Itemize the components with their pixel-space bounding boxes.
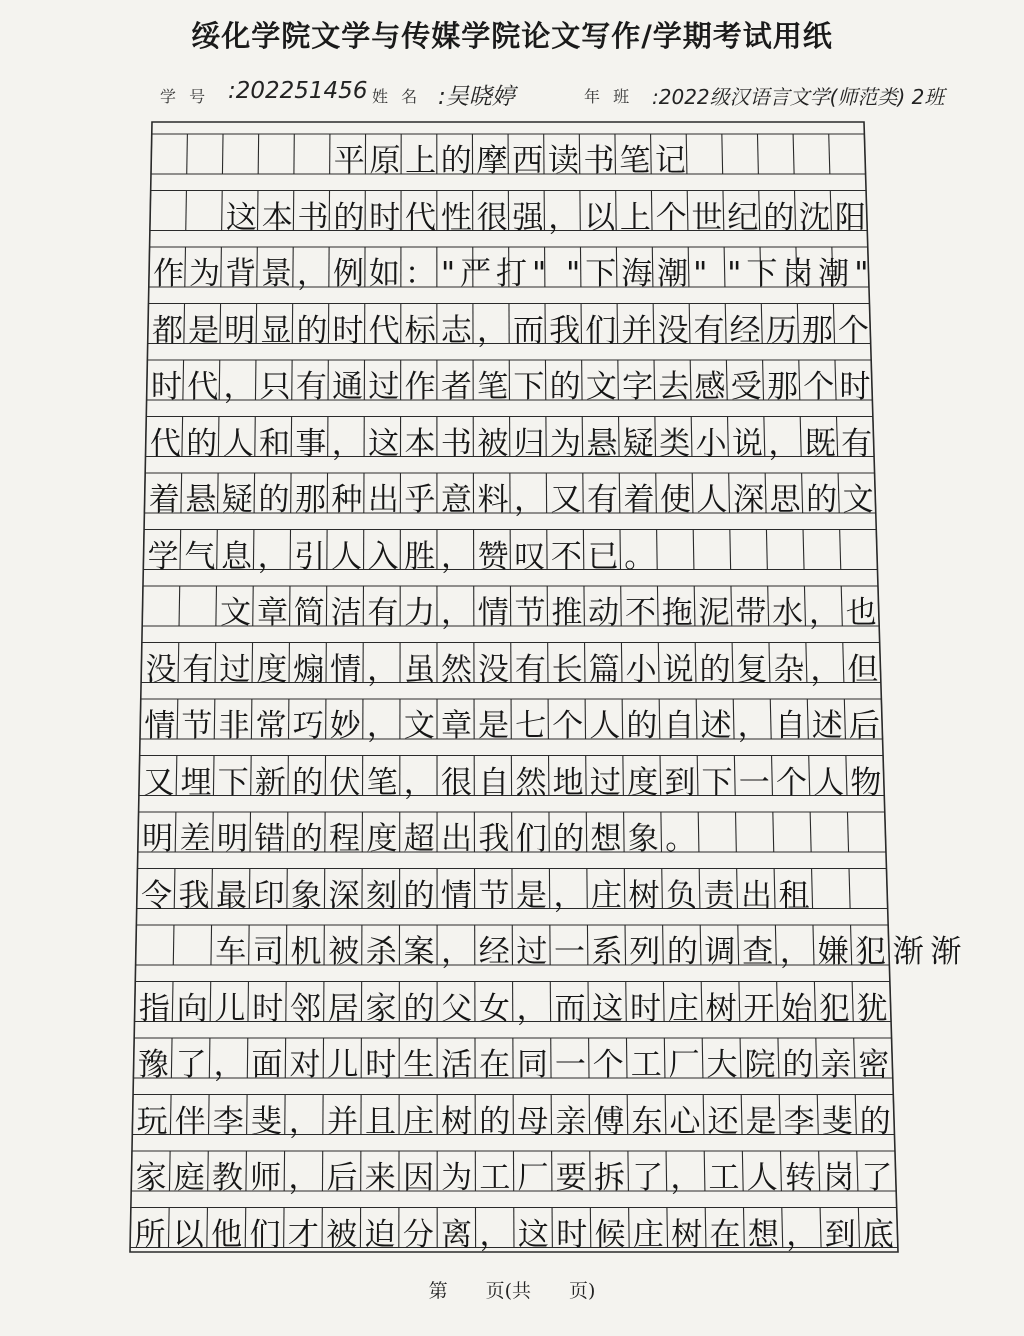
essay-line: 车司机被杀案，经过一系列的调查，嫌犯渐渐 — [215, 934, 969, 970]
name-label: 姓 名 — [372, 87, 422, 106]
essay-line: 代的人和事，这本书被归为悬疑类小说，既有 — [149, 425, 878, 462]
page-footer: 第 页(共 页) — [428, 1280, 596, 1302]
essay-line: 情节非常巧妙，文章是七个人的自述，自述后 — [144, 708, 886, 744]
essay-line: 家庭教师，后来因为工厂要拆了，工人转岗了 — [135, 1160, 900, 1196]
student-id-label: 学 号 — [160, 87, 210, 106]
essay-line: 明差明错的程度超出我们的想象。 — [142, 821, 703, 857]
essay-line: 没有过度煽情，虽然没有长篇小说的复杂，但 — [145, 651, 885, 688]
essay-line: 都是明显的时代标志，而我们并没有经历那个 — [152, 312, 875, 349]
class-label: 年 班 — [584, 87, 634, 106]
student-id-value: :202251456 — [228, 78, 368, 104]
essay-line: 文章简洁有力，情节推动不拖泥带水，也 — [220, 595, 883, 631]
essay-line: 玩伴李斐，并且庄树的母亲傅东心还是李斐的 — [136, 1103, 898, 1140]
essay-line: 又埋下新的伏笔，很自然地过度到下一个人物 — [143, 764, 888, 801]
essay-line: 着悬疑的那种出乎意料，又有着使人深思的文 — [148, 482, 880, 518]
sheet-title: 绥化学院文学与传媒学院论文写作/学期考试用纸 — [191, 19, 833, 53]
essay-line: 指向儿时邻居家的父女，而这时庄树开始犯犹 — [138, 990, 895, 1027]
essay-line: 令我最印象深刻的情节是，庄树负责出租 — [141, 877, 817, 914]
essay-line: 豫了，面对儿时生活在同一个工厂大院的亲密 — [137, 1047, 897, 1083]
class-value: :2022级汉语言文学(师范类) 2班 — [652, 85, 945, 109]
essay-title: 平原上的摩西读书笔记 — [333, 143, 691, 179]
essay-line: 学气息，引人入胜，赞叹不已。 — [147, 538, 661, 575]
name-value: :吴晓婷 — [438, 84, 515, 110]
essay-line: 作为背景，例如："严打" "下海潮" "下岗潮" — [153, 256, 874, 292]
essay-line: 所以他们才被迫分离，这时候庄树在想，到底 — [134, 1216, 902, 1253]
essay-line: 时代，只有通过作者笔下的文字去感受那个时 — [150, 369, 876, 405]
essay-line: 这本书的时代性很强，以上个世纪的沈阳 — [225, 199, 871, 236]
